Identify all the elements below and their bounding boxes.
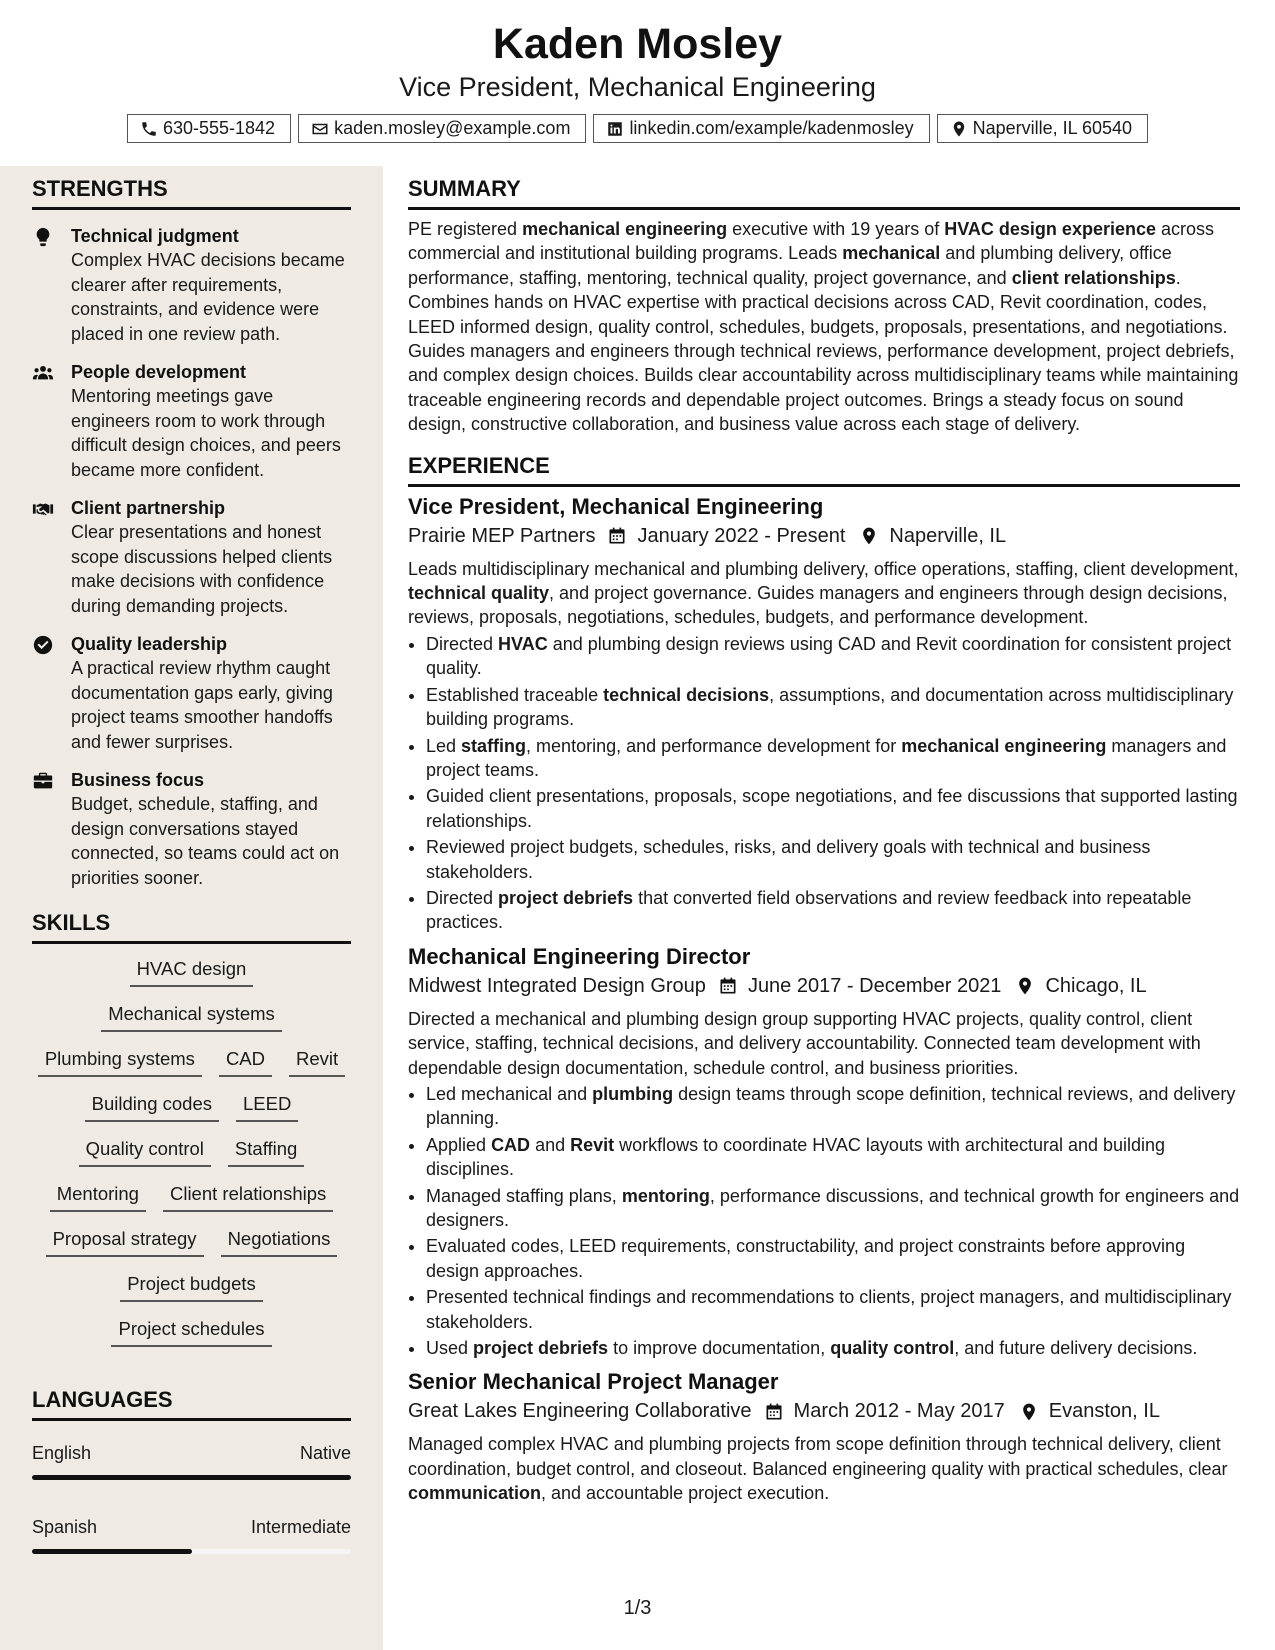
emphasized-text: mechanical engineering	[522, 219, 728, 239]
emphasized-text: communication	[408, 1483, 542, 1504]
language-item	[32, 1443, 351, 1480]
job-bullet: • Directed HVAC and plumbing design reviews using CAD and Revit coordination for consistent project quality.	[426, 632, 1240, 681]
job-location: Naperville, IL	[889, 524, 1007, 547]
emphasized-text: Revit	[570, 1134, 615, 1155]
job-title: Mechanical Engineering Director	[408, 943, 751, 969]
emphasized-text: staffing	[461, 735, 527, 756]
job-meta	[408, 1400, 1240, 1423]
lightbulb-icon	[32, 226, 54, 248]
job-description: Managed complex HVAC and plumbing projects from scope definition through technical delivery, client coordination, budget control, and closeout. Balanced engineering quality with practical schedules, clear communication, and accountable project execution.	[408, 1434, 1228, 1504]
emphasized-text: client relationships	[1011, 267, 1176, 288]
emphasized-text: HVAC design experience	[944, 219, 1156, 239]
emphasized-text: technical quality	[408, 583, 550, 604]
job-entry	[408, 494, 1240, 935]
job-dates: June 2017 - December 2021	[747, 974, 1002, 997]
emphasized-text: CAD	[491, 1134, 531, 1155]
job-meta	[408, 975, 1240, 998]
strength-description: Budget, schedule, staffing, and design conversations stayed connected, so teams could act on priorities sooner.	[71, 794, 340, 888]
candidate-title: Vice President, Mechanical Engineering	[399, 72, 876, 102]
contact-phone[interactable]	[127, 114, 291, 143]
strength-title: Quality leadership	[71, 634, 228, 654]
emphasized-text: technical decisions	[603, 684, 770, 705]
job-title: Senior Mechanical Project Manager	[408, 1369, 779, 1395]
skill-tag: Negotiations	[221, 1224, 338, 1257]
language-proficiency-bar	[32, 1549, 351, 1554]
calendar-icon	[718, 976, 738, 996]
sidebar	[0, 166, 383, 1650]
emphasized-text: HVAC	[498, 633, 548, 654]
skill-tag: LEED	[236, 1089, 298, 1122]
emphasized-text: project debriefs	[498, 887, 634, 908]
strength-item	[32, 768, 351, 890]
skill-tag: Building codes	[85, 1089, 219, 1122]
job-title: Vice President, Mechanical Engineering	[408, 493, 824, 519]
contact-linkedin-text: linkedin.com/example/kadenmosley	[629, 118, 914, 138]
skill-tag: HVAC design	[130, 954, 254, 987]
strength-item	[32, 632, 351, 754]
job-bullets	[408, 1082, 1240, 1360]
job-meta	[408, 525, 1240, 548]
language-item	[32, 1517, 351, 1554]
handshake-icon	[32, 498, 54, 520]
resume-header	[0, 0, 1275, 166]
emphasized-text: quality control	[830, 1338, 955, 1359]
language-level: Intermediate	[250, 1517, 351, 1537]
emphasized-text: mechanical engineering	[901, 735, 1107, 756]
job-description: Directed a mechanical and plumbing design group supporting HVAC projects, quality control, client service, staffing, technical decisions, and delivery accountability. Connected team development with dependable design documentation, schedule control, and business priorities.	[408, 1008, 1201, 1078]
emphasized-text: plumbing	[592, 1083, 674, 1104]
skill-tag: CAD	[219, 1044, 272, 1077]
strength-description: Complex HVAC decisions became clearer after requirements, constraints, and evidence were placed in one review path.	[71, 250, 345, 344]
contact-location	[937, 114, 1148, 143]
job-bullet: • Led staffing, mentoring, and performance development for mechanical engineering managers and project teams.	[426, 734, 1240, 783]
skill-tag: Project budgets	[120, 1269, 263, 1302]
skill-tag: Proposal strategy	[46, 1224, 204, 1257]
contact-location-text: Naperville, IL 60540	[972, 118, 1133, 138]
map-pin-icon	[950, 120, 968, 138]
strength-item	[32, 360, 351, 482]
languages-heading: LANGUAGES	[32, 1387, 351, 1421]
skill-tag: Revit	[289, 1044, 345, 1077]
job-dates: March 2012 - May 2017	[793, 1400, 1005, 1423]
contact-phone-text: 630-555-1842	[162, 118, 276, 138]
skills-heading: SKILLS	[32, 910, 351, 944]
main-content	[408, 166, 1240, 1506]
skill-tag: Client relationships	[163, 1179, 333, 1212]
job-bullet: • Reviewed project budgets, schedules, risks, and delivery goals with technical and business stakeholders.	[426, 835, 1240, 884]
page-number: 1/3	[623, 1597, 652, 1619]
job-bullet: • Used project debriefs to improve documentation, quality control, and future delivery decisions.	[426, 1336, 1240, 1360]
strength-item	[32, 496, 351, 618]
strength-description: A practical review rhythm caught documentation gaps early, giving project teams smoother handoffs and fewer surprises.	[71, 658, 333, 752]
job-company: Prairie MEP Partners	[408, 524, 596, 547]
map-pin-icon	[859, 526, 879, 546]
job-entry	[408, 1369, 1240, 1505]
strength-title: Client partnership	[71, 498, 226, 518]
contact-linkedin[interactable]	[593, 114, 929, 143]
skill-tag: Quality control	[79, 1134, 211, 1167]
summary-heading: SUMMARY	[408, 176, 1240, 210]
emphasized-text: mechanical	[842, 243, 941, 264]
skill-tag: Project schedules	[111, 1314, 271, 1347]
language-level: Native	[299, 1443, 351, 1463]
emphasized-text: mentoring	[621, 1185, 710, 1206]
calendar-icon	[607, 526, 627, 546]
job-description: Leads multidisciplinary mechanical and plumbing delivery, office operations, staffing, client development, technical quality, and project governance. Guides managers and engineers through design decisions, reviews, proposals, negotiations, schedules, budgets, and performance development.	[408, 558, 1239, 628]
job-bullets	[408, 632, 1240, 935]
job-bullet: • Established traceable technical decisions, assumptions, and documentation across multidisciplinary building programs.	[426, 683, 1240, 732]
job-bullet: • Presented technical findings and recommendations to clients, project managers, and multidisciplinary stakeholders.	[426, 1285, 1240, 1334]
map-pin-icon	[1015, 976, 1035, 996]
summary-text: PE registered mechanical engineering executive with 19 years of HVAC design experience across commercial and institutional building programs. Leads mechanical and plumbing delivery, office performance, staffing, mentoring, technical quality, project governance, and client relationships. Combines hands on HVAC expertise with practical decisions across CAD, Revit coordination, codes, LEED informed design, quality control, schedules, budgets, proposals, presentations, and negotiations. Guides managers and engineers through technical reviews, performance development, project debriefs, and complex design choices. Builds clear accountability across multidisciplinary teams while maintaining traceable engineering records and dependable project outcomes. Brings a steady focus on sound design, constructive collaboration, and business value across each stage of delivery.	[408, 219, 1239, 435]
linkedin-icon	[606, 120, 624, 138]
job-location: Evanston, IL	[1048, 1400, 1160, 1423]
strength-title: People development	[71, 362, 247, 382]
job-bullet: • Led mechanical and plumbing design teams through scope definition, technical reviews, and delivery planning.	[426, 1082, 1240, 1131]
skill-tag: Staffing	[228, 1134, 304, 1167]
job-bullet: • Guided client presentations, proposals, scope negotiations, and fee discussions that supported lasting relationships.	[426, 784, 1240, 833]
skill-tag: Plumbing systems	[38, 1044, 202, 1077]
job-dates: January 2022 - Present	[637, 524, 846, 547]
job-entry	[408, 944, 1240, 1361]
emphasized-text: project debriefs	[473, 1338, 609, 1359]
contact-bar	[0, 114, 1275, 143]
language-proficiency-fill	[32, 1549, 192, 1554]
contact-email-text: kaden.mosley@example.com	[334, 118, 571, 138]
experience-heading: EXPERIENCE	[408, 453, 1240, 487]
job-company: Great Lakes Engineering Collaborative	[408, 1400, 752, 1423]
phone-icon	[140, 120, 158, 138]
language-name: English	[32, 1443, 92, 1463]
skill-tag: Mentoring	[50, 1179, 146, 1212]
skills-list	[32, 954, 351, 1347]
job-bullet: • Managed staffing plans, mentoring, performance discussions, and technical growth for engineers and designers.	[426, 1184, 1240, 1233]
job-bullet: • Applied CAD and Revit workflows to coordinate HVAC layouts with architectural and building disciplines.	[426, 1133, 1240, 1182]
skill-tag: Mechanical systems	[101, 999, 282, 1032]
calendar-icon	[764, 1402, 784, 1422]
job-location: Chicago, IL	[1045, 974, 1147, 997]
briefcase-icon	[32, 770, 54, 792]
strength-item	[32, 224, 351, 346]
language-proficiency-fill	[32, 1475, 351, 1480]
language-proficiency-bar	[32, 1475, 351, 1480]
strength-title: Technical judgment	[71, 226, 239, 246]
strength-description: Mentoring meetings gave engineers room to work through difficult design choices, and peers became more confident.	[71, 386, 341, 480]
envelope-icon	[311, 120, 329, 138]
strength-title: Business focus	[71, 770, 205, 790]
job-company: Midwest Integrated Design Group	[408, 974, 706, 997]
map-pin-icon	[1019, 1402, 1039, 1422]
language-name: Spanish	[32, 1517, 98, 1537]
check-circle-icon	[32, 634, 54, 656]
job-bullet: • Evaluated codes, LEED requirements, constructability, and project constraints before approving design approaches.	[426, 1234, 1240, 1283]
candidate-name: Kaden Mosley	[492, 20, 783, 68]
strength-description: Clear presentations and honest scope discussions helped clients make decisions with confidence during demanding projects.	[71, 522, 333, 616]
contact-email[interactable]	[298, 114, 586, 143]
users-icon	[32, 362, 54, 384]
strengths-heading: STRENGTHS	[32, 176, 351, 210]
job-bullet: • Directed project debriefs that converted field observations and review feedback into repeatable practices.	[426, 886, 1240, 935]
